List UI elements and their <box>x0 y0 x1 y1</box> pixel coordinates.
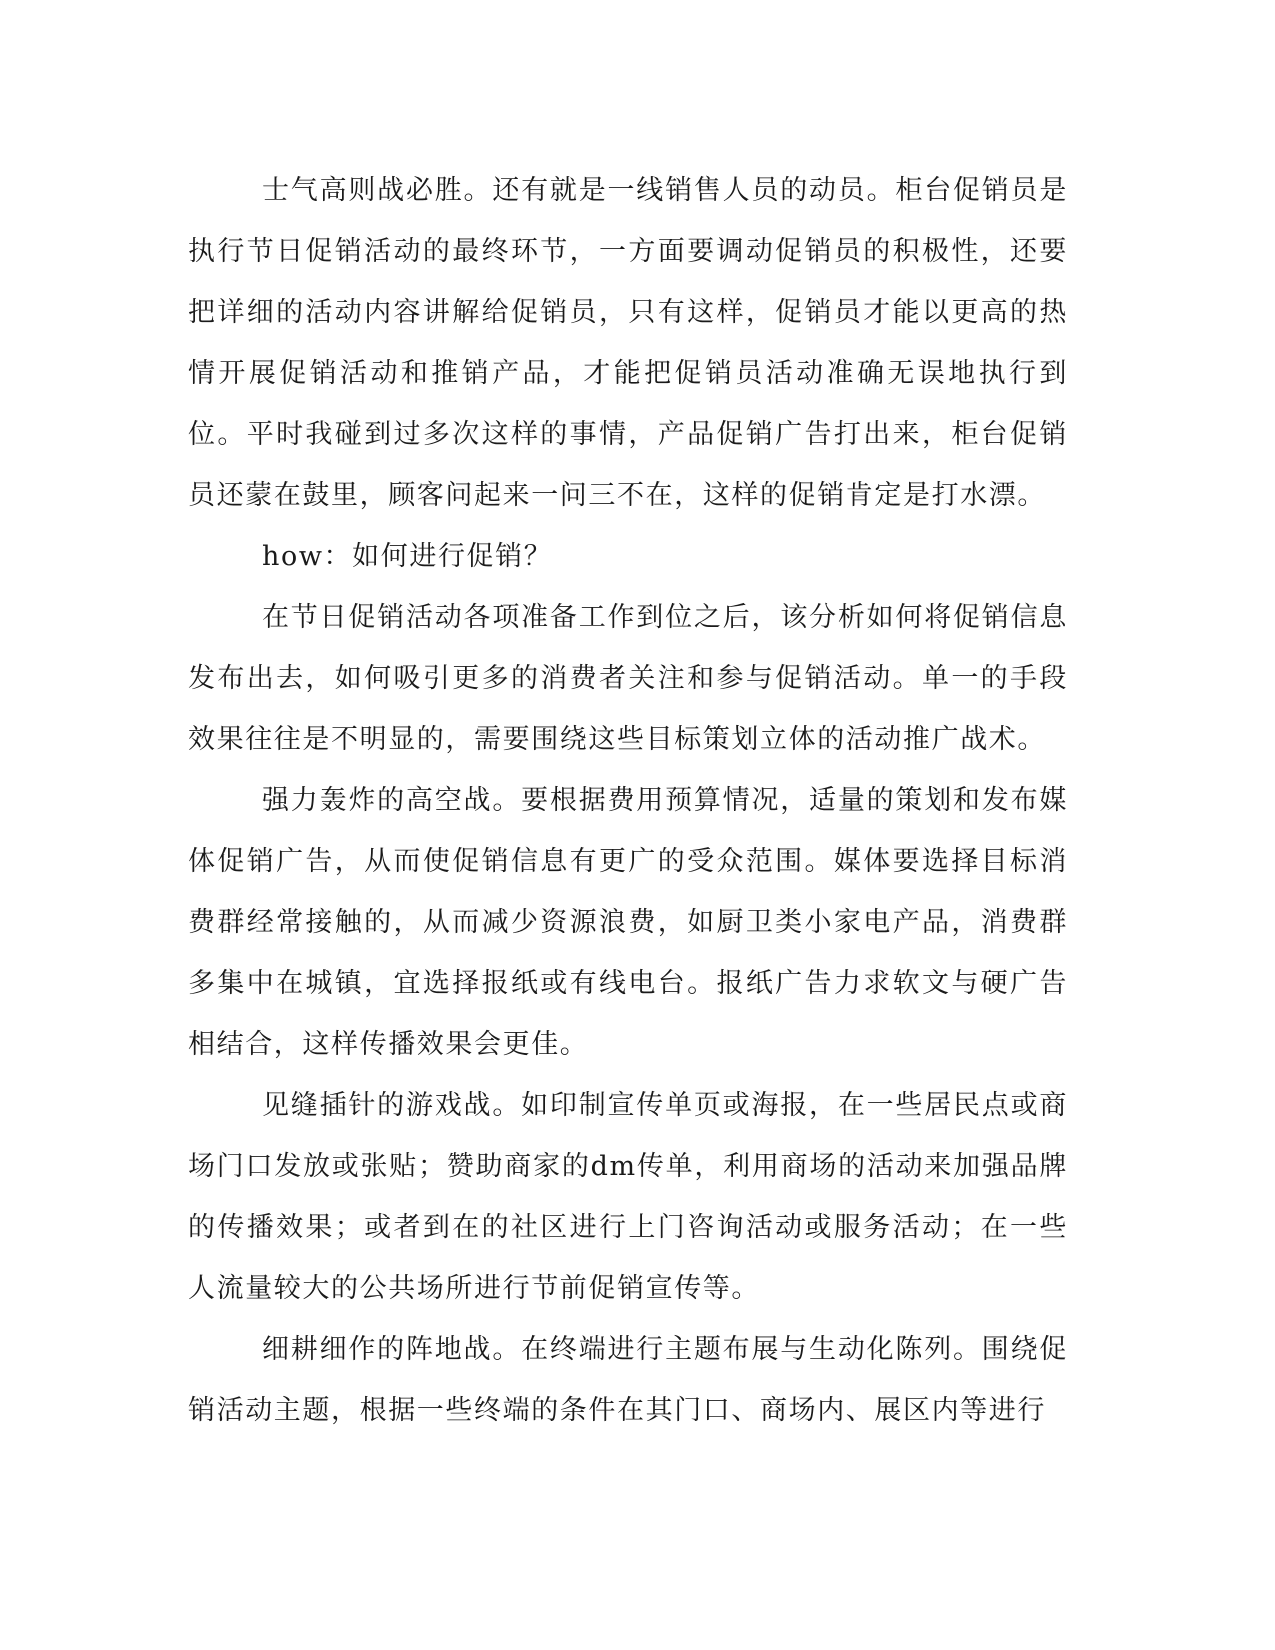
paragraph-flyers-campaign: 见缝插针的游戏战。如印制宣传单页或海报，在一些居民点或商场门口发放或张贴；赞助商家的dm传单，利用商场的活动来加强品牌的传播效果；或者到在的社区进行上门咨询活动或服务活动；在一些人流量较大的公共场所进行节前促销宣传等。 <box>188 1090 1068 1304</box>
document-body <box>188 160 1068 1441</box>
paragraph-staff-motivation: 士气高则战必胜。还有就是一线销售人员的动员。柜台促销员是执行节日促销活动的最终环节，一方面要调动促销员的积极性，还要把详细的活动内容讲解给促销员，只有这样，促销员才能以更高的热情开展促销活动和推销产品，才能把促销员活动准确无误地执行到位。平时我碰到过多次这样的事情，产品促销广告打出来，柜台促销员还蒙在鼓里，顾客问起来一问三不在，这样的促销肯定是打水漂。 <box>188 175 1068 511</box>
paragraph-terminal-display: 细耕细作的阵地战。在终端进行主题布展与生动化陈列。围绕促销活动主题，根据一些终端的条件在其门口、商场内、展区内等进行 <box>188 1334 1068 1426</box>
section-heading-how: how：如何进行促销？ <box>262 541 553 572</box>
paragraph-media-advertising: 强力轰炸的高空战。要根据费用预算情况，适量的策划和发布媒体促销广告，从而使促销信息有更广的受众范围。媒体要选择目标消费群经常接触的，从而减少资源浪费，如厨卫类小家电产品，消费群多集中在城镇，宜选择报纸或有线电台。报纸广告力求软文与硬广告相结合，这样传播效果会更佳。 <box>188 785 1068 1060</box>
paragraph-promotion-info: 在节日促销活动各项准备工作到位之后，该分析如何将促销信息发布出去，如何吸引更多的消费者关注和参与促销活动。单一的手段效果往往是不明显的，需要围绕这些目标策划立体的活动推广战术。 <box>188 602 1068 755</box>
